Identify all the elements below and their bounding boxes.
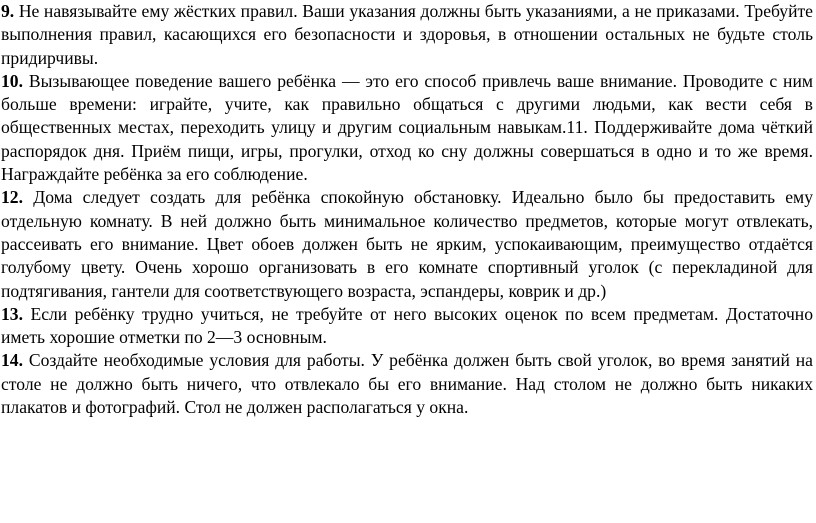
paragraph-text: Создайте необходимые условия для работы. У ребёнка должен быть свой уголок, во время занятий на столе не должно быть ничего, что отвлекало бы его внимание. Над столом не должно быть никаких плакатов и фотографий. Стол не должен располагаться у окна.	[1, 350, 813, 418]
paragraph-12	[1, 186, 813, 302]
paragraph-number: 12.	[1, 187, 23, 208]
paragraph-number: 14.	[1, 350, 23, 371]
paragraph-9	[1, 0, 813, 70]
paragraph-text: Не навязывайте ему жёстких правил. Ваши указания должны быть указаниями, а не приказами. Требуйте выполнения правил, касающихся его безопасности и здоровья, в отношении остальных не будьте столь придирчивы.	[1, 1, 813, 68]
paragraph-text: Вызывающее поведение вашего ребёнка — это его способ привлечь ваше внимание. Проводите с ним больше времени: играйте, учите, как правильно общаться с другими людьми, как вести себя в общественных местах, переходить улицу и другим социальным навыкам.11. Поддерживайте дома чёткий распорядок дня. Приём пищи, игры, прогулки, отход ко сну должны совершаться в одно и то же время. Награждайте ребёнка за его соблюдение.	[1, 70, 813, 185]
paragraph-number: 10.	[1, 70, 23, 91]
paragraph-text: Дома следует создать для ребёнка спокойную обстановку. Идеально было бы предоставить ему отдельную комнату. В ней должно быть минимальное количество предметов, которые могут отвлекать, рассеивать его внимание. Цвет обоев должен быть не ярким, успокаивающим, преимущество отдаётся голубому цвету. Очень хорошо организовать в его комнате спортивный уголок (с перекладиной для подтягивания, гантели для соответствующего возраста, эспандеры, коврик и др.)	[1, 187, 813, 301]
paragraph-number: 13.	[1, 303, 23, 324]
paragraph-text: Если ребёнку трудно учиться, не требуйте от него высоких оценок по всем предметам. Достаточно иметь хорошие отметки по 2—3 основным.	[1, 303, 813, 348]
document-body	[1, 0, 813, 419]
paragraph-number: 9.	[1, 1, 15, 21]
paragraph-14	[1, 349, 813, 419]
paragraph-10	[1, 70, 813, 186]
paragraph-13	[1, 303, 813, 350]
